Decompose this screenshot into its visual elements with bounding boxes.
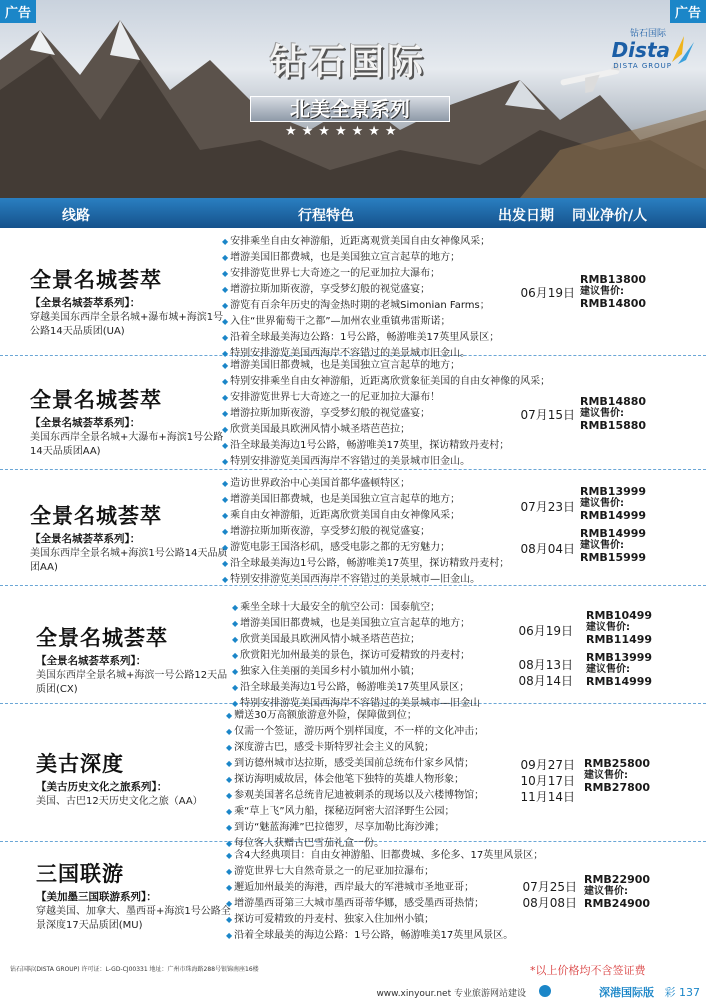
feature-item: ◆ 游览世界七大自然奇景之一的尼亚加拉瀑布；	[226, 864, 606, 880]
route-subtitle: 【全景名城荟萃系列】：	[30, 417, 141, 429]
route-title: 全景名城荟萃	[30, 268, 162, 292]
route-cell	[30, 384, 230, 459]
feature-item: ◆ 每位客人获赠古巴雪茄礼盒一份。	[226, 836, 606, 852]
route-cell	[30, 500, 230, 575]
suggest-label: 建议售价:	[580, 540, 624, 551]
table-row	[0, 232, 706, 359]
feature-item: ◆ 增游拉斯加斯夜游，享受梦幻般的视觉盛宴；	[222, 406, 602, 422]
company-info: 钻石国际(DISTA GROUP) 许可证：L-GD-CJ00331 地址：广州市珠海路288号银锦南座16楼	[10, 966, 259, 973]
header-date: 出发日期	[498, 208, 554, 224]
feature-item: ◆ 乘“草上飞”风力船，探秘迈阿密大沼泽野生公园；	[226, 804, 606, 820]
net-price: RMB14999	[580, 527, 647, 540]
footer-url[interactable]: www.xinyour.net 专业旅游网站建设	[376, 989, 526, 999]
table-row	[0, 358, 706, 470]
route-desc: 美国东西岸全景名城+海滨1号公路14天品质团AA)	[30, 548, 228, 573]
suggest-price: RMB27800	[584, 781, 651, 794]
feature-item: ◆ 到访德州城市达拉斯，感受美国前总统布什家乡风情；	[226, 756, 606, 772]
price-block	[580, 396, 646, 432]
departure-date: 08月14日	[518, 674, 573, 688]
departure-date: 06月19日	[520, 286, 575, 300]
feature-item: ◆ 安排游览世界七大奇迹之一的尼亚加拉大瀑布；	[222, 266, 602, 282]
net-price: RMB13800	[580, 273, 647, 286]
feature-item: ◆ 增游美国旧都费城，也是美国独立宣言起草的地方；	[222, 358, 602, 374]
feature-list	[222, 476, 602, 588]
feature-item: ◆ 增游美国旧都费城，也是美国独立宣言起草的地方；	[232, 616, 612, 632]
feature-item: ◆ 含4大经典项目：自由女神游船、旧都费城、多伦多、17英里风景区；	[226, 848, 606, 864]
feature-item: ◆ 沿全球最美海边1号公路，畅游唯美17英里，探访精致丹麦村；	[222, 556, 602, 572]
price-block	[586, 610, 652, 646]
departure-date: 08月04日	[520, 542, 575, 556]
route-title: 三国联游	[36, 862, 124, 886]
net-price: RMB25800	[584, 757, 651, 770]
page-number: 彩 137	[664, 986, 700, 999]
suggest-label: 建议售价:	[584, 770, 628, 781]
feature-item: ◆ 特别安排游览美国西海岸不容错过的美景城市旧金山。	[222, 346, 602, 362]
route-title: 全景名城荟萃	[36, 626, 168, 650]
departure-date: 07月15日	[520, 408, 575, 422]
header-route: 线路	[62, 208, 90, 224]
route-subtitle: 【全景名城荟萃系列】：	[36, 655, 147, 667]
route-subtitle: 【全景名城荟萃系列】：	[30, 297, 141, 309]
logo: Dista	[611, 38, 670, 62]
route-title: 全景名城荟萃	[30, 504, 162, 528]
table-row	[0, 846, 706, 944]
feature-item: ◆ 增游美国旧都费城，也是美国独立宣言起草的地方；	[222, 492, 602, 508]
route-cell	[30, 264, 230, 339]
suggest-price: RMB14800	[580, 297, 647, 310]
price-block	[586, 652, 652, 688]
series-title: 北美全景系列	[250, 96, 450, 122]
route-subtitle: 【美古历史文化之旅系列】：	[36, 781, 168, 793]
route-title: 美古深度	[36, 752, 124, 776]
price-block	[580, 486, 646, 522]
price-block	[580, 528, 646, 564]
route-cell	[36, 748, 236, 809]
suggest-price: RMB11499	[586, 633, 653, 646]
feature-item: ◆ 增游拉斯加斯夜游，享受梦幻般的视觉盛宴；	[222, 282, 602, 298]
net-price: RMB14880	[580, 395, 647, 408]
route-desc: 穿越美国东西岸全景名城+瀑布城+海滨1号公路14天品质团(UA)	[30, 312, 224, 337]
departure-date: 08月13日	[518, 658, 573, 672]
feature-item: ◆ 探访海明威故居，体会他笔下独特的英雄人物形象；	[226, 772, 606, 788]
suggest-label: 建议售价:	[586, 664, 630, 675]
logo-mark-icon	[670, 32, 696, 66]
price-block	[584, 874, 650, 910]
route-desc: 美国东西岸全景名城+海滨一号公路12天品质团(CX)	[36, 670, 228, 695]
suggest-price: RMB14999	[586, 675, 653, 688]
feature-item: ◆ 邂逅加州最美的海港，西岸最大的军港城市圣地亚哥；	[226, 880, 606, 896]
feature-item: ◆ 增游拉斯加斯夜游，享受梦幻般的视觉盛宴；	[222, 524, 602, 540]
feature-item: ◆ 深度游古巴，感受卡斯特罗社会主义的风貌；	[226, 740, 606, 756]
table-row	[0, 474, 706, 586]
price-block	[584, 758, 650, 794]
brand-title: 钻石国际	[270, 42, 427, 83]
net-price: RMB13999	[586, 651, 653, 664]
departure-date: 09月27日	[520, 758, 575, 772]
feature-item: ◆ 沿着全球最美的海边公路：1号公路，畅游唯美17英里风景区。	[226, 928, 606, 944]
departure-date: 11月14日	[520, 790, 575, 804]
stars: ★★★★★★★	[285, 124, 402, 139]
footer-bar	[0, 986, 706, 1000]
header-price: 同业净价/人	[572, 208, 648, 224]
table-row	[0, 708, 706, 849]
ad-tag-right: 广告	[670, 0, 706, 23]
route-cell	[36, 858, 236, 933]
feature-item: ◆ 增游美国旧都费城，也是美国独立宣言起草的地方；	[222, 250, 602, 266]
route-desc: 穿越美国、加拿大、墨西哥+海滨1号公路全景深度17天品质团(MU)	[36, 906, 231, 931]
price-block	[580, 274, 646, 310]
feature-item: ◆ 乘自由女神游船，近距离欣赏美国自由女神像风采；	[222, 508, 602, 524]
footer-brand: 深港国际版	[599, 986, 654, 999]
feature-item: ◆ 入住“世界葡萄干之都”—加州农业重镇弗雷斯诺；	[222, 314, 602, 330]
route-cell	[36, 622, 236, 697]
logo-sub: DISTA GROUP	[613, 62, 672, 70]
net-price: RMB10499	[586, 609, 653, 622]
net-price: RMB22900	[584, 873, 651, 886]
feature-item: ◆ 仅需一个签证，游历两个别样国度，不一样的文化冲击；	[226, 724, 606, 740]
feature-item: ◆ 沿全球最美海边1号公路，畅游唯美17英里风景区；	[232, 680, 612, 696]
feature-item: ◆ 游览有百余年历史的淘金热时期的老城Simonian Farms；	[222, 298, 602, 314]
logo-cn: 钻石国际	[629, 29, 666, 39]
visa-note: *以上价格均不含签证费	[530, 964, 646, 977]
feature-item: ◆ 欣赏美国最具欧洲风情小城圣塔芭芭拉；	[222, 422, 602, 438]
suggest-label: 建议售价:	[584, 886, 628, 897]
route-desc: 美国、古巴12天历史文化之旅（AA）	[36, 796, 203, 807]
departure-date: 10月17日	[520, 774, 575, 788]
header-features: 行程特色	[298, 208, 354, 224]
feature-item: ◆ 参观美国著名总统肯尼迪被刺杀的现场以及六楼博物馆；	[226, 788, 606, 804]
suggest-price: RMB24900	[584, 897, 651, 910]
feature-item: ◆ 探访可爱精致的丹麦村、独家入住加州小镇；	[226, 912, 606, 928]
table-header	[0, 198, 706, 228]
suggest-label: 建议售价:	[586, 622, 630, 633]
departure-date: 07月25日	[522, 880, 577, 894]
feature-item: ◆ 安排乘坐自由女神游船，近距离观赏美国自由女神像风采；	[222, 234, 602, 250]
feature-item: ◆ 赠送30万高额旅游意外险，保障做到位；	[226, 708, 606, 724]
suggest-price: RMB15999	[580, 551, 647, 564]
feature-item: ◆ 安排游览世界七大奇迹之一的尼亚加拉大瀑布！	[222, 390, 602, 406]
route-title: 全景名城荟萃	[30, 388, 162, 412]
feature-item: ◆ 乘坐全球十大最安全的航空公司：国泰航空；	[232, 600, 612, 616]
feature-item: ◆ 特别安排乘坐自由女神游船，近距离欣赏象征美国的自由女神像的风采；	[222, 374, 602, 390]
feature-item: ◆ 增游墨西哥第三大城市墨西哥蒂华娜，感受墨西哥热情；	[226, 896, 606, 912]
feature-item: ◆ 沿全球最美海边1号公路，畅游唯美17英里，探访精致丹麦村；	[222, 438, 602, 454]
feature-item: ◆ 欣赏阳光加州最美的景色，探访可爱精致的丹麦村；	[232, 648, 612, 664]
departure-date: 08月08日	[522, 896, 577, 910]
departure-date: 07月23日	[520, 500, 575, 514]
feature-item: ◆ 沿着全球最美海边公路：1号公路，畅游唯美17英里风景区；	[222, 330, 602, 346]
feature-item: ◆ 到访“魅蓝海滩”巴拉德罗，尽享加勒比海沙滩；	[226, 820, 606, 836]
suggest-label: 建议售价:	[580, 408, 624, 419]
feature-item: ◆ 独家入住美丽的美国乡村小镇加州小镇；	[232, 664, 612, 680]
feature-item: ◆ 欣赏美国最具欧洲风情小城圣塔芭芭拉；	[232, 632, 612, 648]
route-desc: 美国东西岸全景名城+大瀑布+海滨1号公路14天品质团AA)	[30, 432, 224, 457]
net-price: RMB13999	[580, 485, 647, 498]
suggest-price: RMB15880	[580, 419, 647, 432]
feature-item: ◆ 造访世界政治中心美国首都华盛顿特区；	[222, 476, 602, 492]
feature-item: ◆ 游览电影王国洛杉矶，感受电影之都的无穷魅力；	[222, 540, 602, 556]
route-subtitle: 【美加墨三国联游系列】：	[36, 891, 157, 903]
route-subtitle: 【全景名城荟萃系列】：	[30, 533, 141, 545]
ad-tag-left: 广告	[0, 0, 36, 23]
table-row	[0, 598, 706, 709]
suggest-label: 建议售价:	[580, 498, 624, 509]
feature-item: ◆ 特别安排游览美国西海岸不容错过的美景城市—旧金山。	[222, 572, 602, 588]
suggest-price: RMB14999	[580, 509, 647, 522]
banner	[0, 0, 706, 198]
feature-item: ◆ 特别安排游览美国西海岸不容错过的美景城市旧金山。	[222, 454, 602, 470]
departure-date: 06月19日	[518, 624, 573, 638]
suggest-label: 建议售价:	[580, 286, 624, 297]
feature-item: ◆ 特别安排游览美国西海岸不容错过的美景城市—旧金山	[232, 696, 612, 712]
